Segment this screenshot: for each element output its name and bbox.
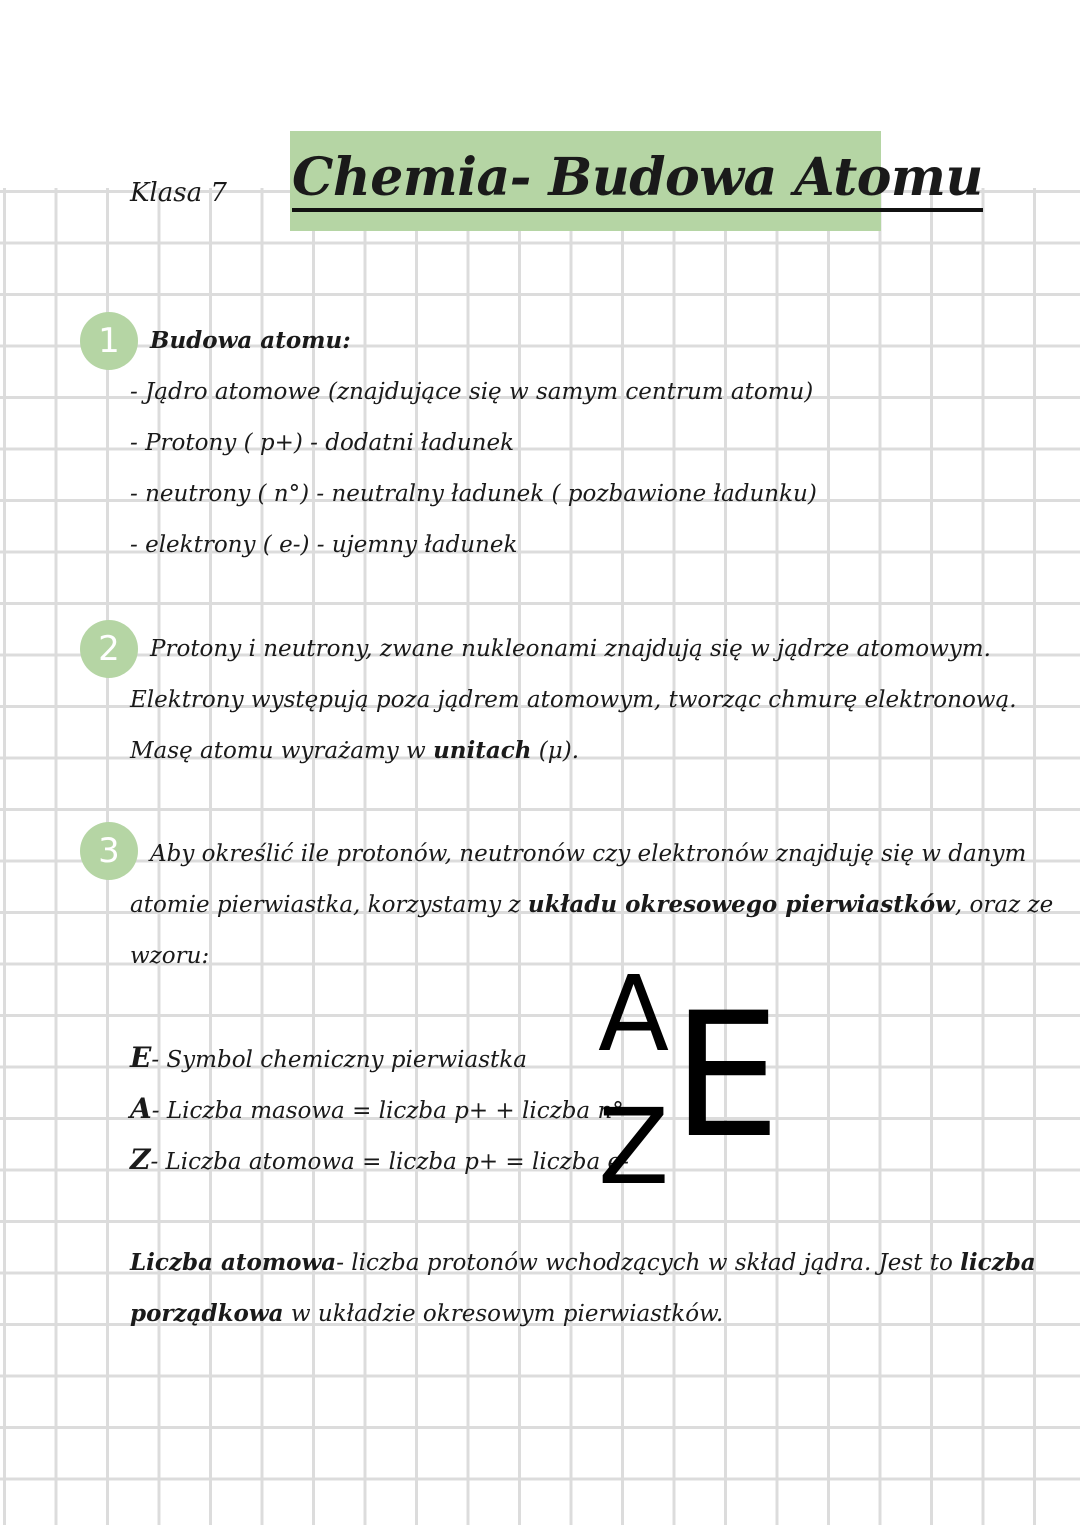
page-title: Chemia- Budowa Atomu <box>292 148 983 212</box>
definition-letter: E <box>130 1041 152 1074</box>
section-2-line: Protony i neutrony, zwane nukleonami znajdują się w jądrze atomowym. <box>150 636 991 662</box>
definition-row <box>130 1145 629 1177</box>
section-2-bold-unit: unitach <box>433 737 532 764</box>
section-3-text: atomie pierwiastka, korzystamy z <box>130 892 528 918</box>
section-1-badge: 1 <box>80 312 138 370</box>
section-1-item: - neutrony ( n°) - neutralny ładunek ( pozbawione ładunku) <box>130 481 817 507</box>
section-1-item: - Protony ( p+) - dodatni ładunek <box>130 430 515 456</box>
section-2-line <box>130 736 579 766</box>
section-1-item: - Jądro atomowe (znajdujące się w samym centrum atomu) <box>130 379 814 405</box>
section-3-line <box>130 890 1053 920</box>
section-2-badge: 2 <box>80 620 138 678</box>
definition-letter: A <box>130 1092 152 1125</box>
footer-line <box>130 1299 723 1329</box>
footer-text: w układzie okresowym pierwiastków. <box>283 1301 724 1327</box>
definition-letter: Z <box>130 1143 151 1176</box>
section-3-badge: 3 <box>80 822 138 880</box>
class-label: Klasa 7 <box>130 178 227 208</box>
section-2-text: (μ). <box>531 738 580 764</box>
footer-text: - liczba protonów wchodzących w skład jądra. Jest to <box>336 1250 961 1276</box>
footer-bold-term: Liczba atomowa <box>130 1249 337 1276</box>
footer-bold-term: liczba <box>960 1249 1036 1276</box>
definition-row <box>130 1043 527 1075</box>
footer-bold-term: porządkowa <box>130 1300 284 1327</box>
section-2-text: Masę atomu wyrażamy w <box>130 738 434 764</box>
formula-atomic-number: Z <box>598 1086 670 1208</box>
section-2-line: Elektrony występują poza jądrem atomowym, tworząc chmurę elektronową. <box>130 687 1017 713</box>
section-3-bold-periodic-table: układu okresowego pierwiastków <box>527 891 955 918</box>
section-1-heading: Budowa atomu: <box>150 327 351 354</box>
formula-mass-number: A <box>598 953 670 1075</box>
section-1-item: - elektrony ( e-) - ujemny ładunek <box>130 532 518 558</box>
section-3-text: , oraz ze <box>954 892 1054 918</box>
section-3-line: Aby określić ile protonów, neutronów czy elektronów znajduję się w danym <box>150 841 1027 867</box>
footer-line <box>130 1248 1036 1278</box>
definition-text: - Symbol chemiczny pierwiastka <box>151 1047 527 1073</box>
definition-row <box>130 1094 624 1126</box>
formula-element-symbol: E <box>672 975 781 1176</box>
section-3-line: wzoru: <box>130 943 210 969</box>
definition-text: - Liczba masowa = liczba p+ + liczba n° <box>151 1098 624 1124</box>
definition-text: - Liczba atomowa = liczba p+ = liczba e- <box>150 1149 629 1175</box>
